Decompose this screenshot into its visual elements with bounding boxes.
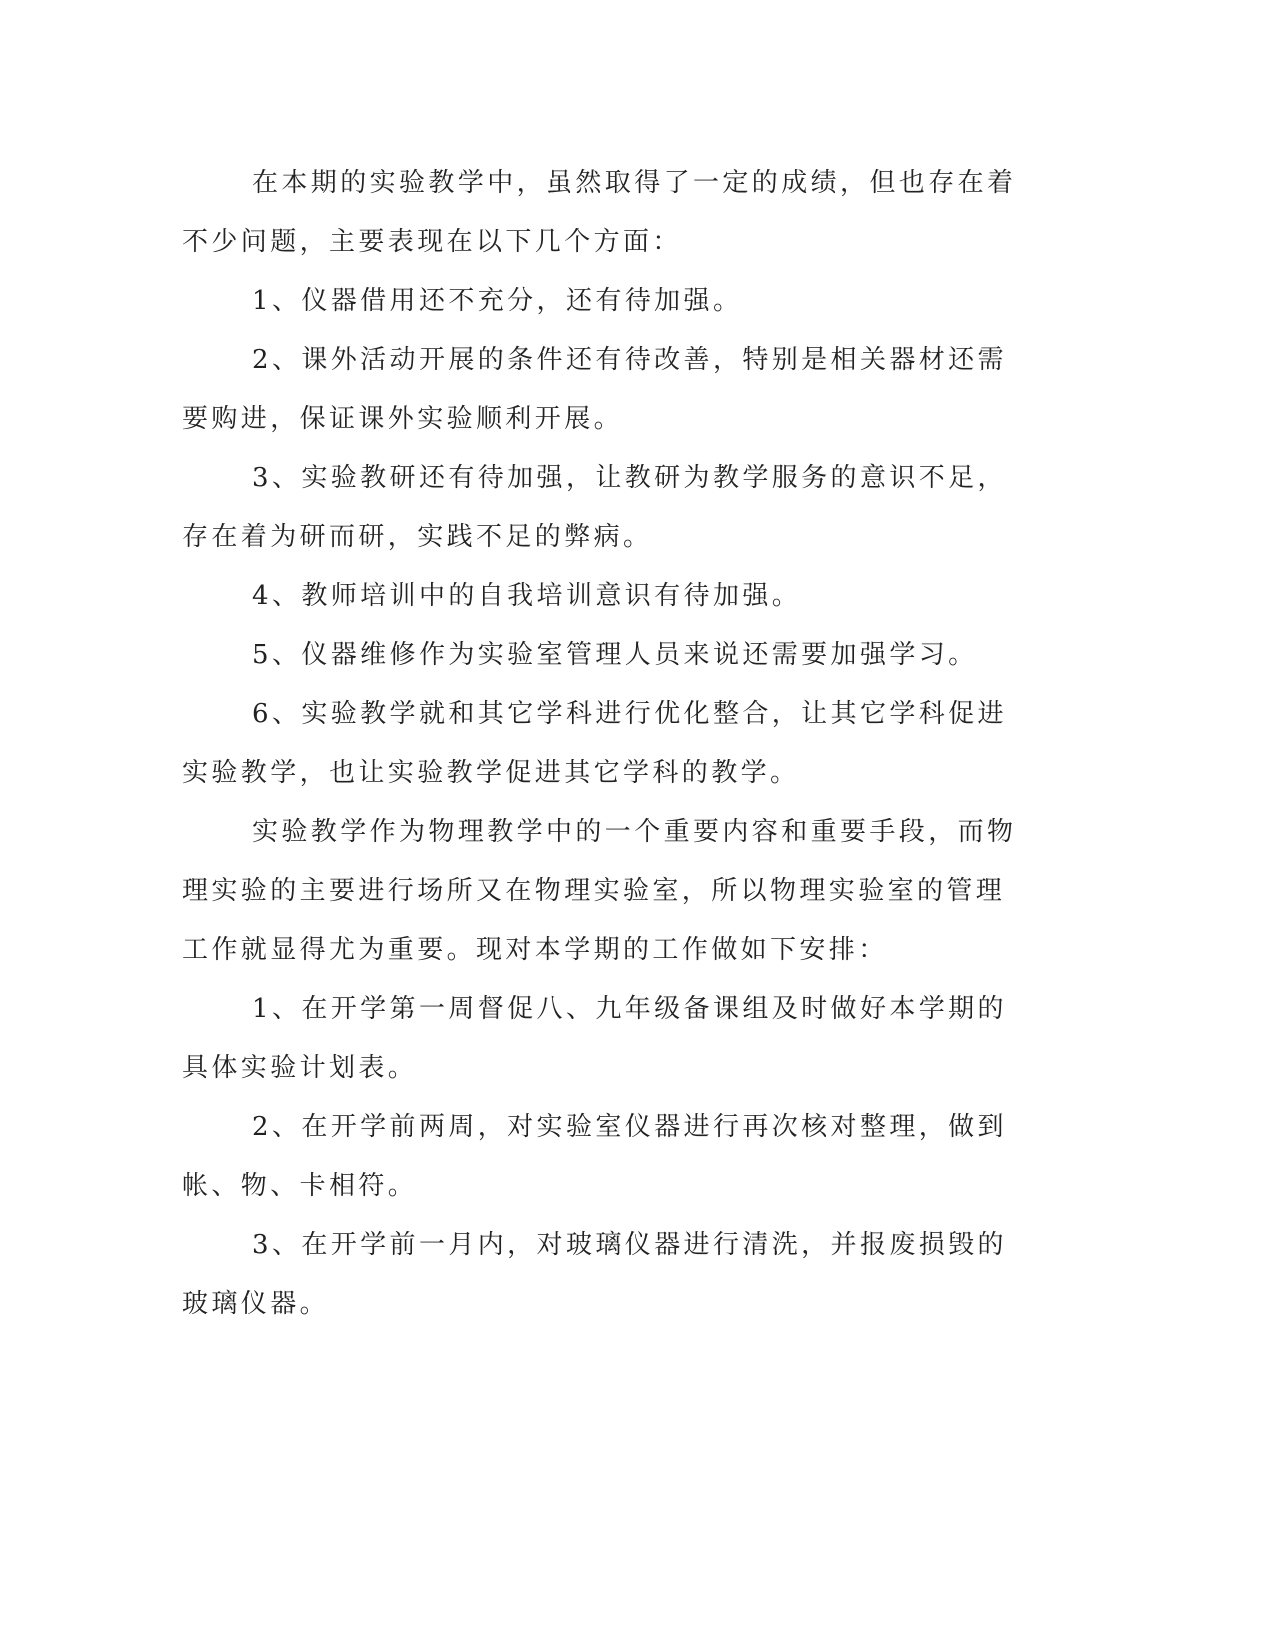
document-body [182, 154, 1028, 1334]
paragraph-problem-2: 2、课外活动开展的条件还有待改善，特别是相关器材还需要购进，保证课外实验顺利开展。 [182, 345, 1007, 434]
paragraph-plan-intro: 实验教学作为物理教学中的一个重要内容和重要手段，而物理实验的主要进行场所又在物理实验室，所以物理实验室的管理工作就显得尤为重要。现对本学期的工作做如下安排： [182, 817, 1017, 965]
paragraph-plan-1: 1、在开学第一周督促八、九年级备课组及时做好本学期的具体实验计划表。 [182, 994, 1007, 1083]
paragraph-plan-3: 3、在开学前一月内，对玻璃仪器进行清洗，并报废损毁的玻璃仪器。 [182, 1230, 1007, 1319]
paragraph-problem-3: 3、实验教研还有待加强，让教研为教学服务的意识不足，存在着为研而研，实践不足的弊病。 [182, 463, 1007, 552]
paragraph-problem-1: 1、仪器借用还不充分，还有待加强。 [252, 286, 743, 316]
paragraph-problem-6: 6、实验教学就和其它学科进行优化整合，让其它学科促进实验教学，也让实验教学促进其它学科的教学。 [182, 699, 1007, 788]
paragraph-plan-2: 2、在开学前两周，对实验室仪器进行再次核对整理，做到帐、物、卡相符。 [182, 1112, 1007, 1201]
paragraph-problem-4: 4、教师培训中的自我培训意识有待加强。 [252, 581, 802, 611]
paragraph-intro: 在本期的实验教学中，虽然取得了一定的成绩，但也存在着不少问题，主要表现在以下几个方面： [182, 168, 1017, 257]
paragraph-problem-5: 5、仪器维修作为实验室管理人员来说还需要加强学习。 [252, 640, 978, 670]
